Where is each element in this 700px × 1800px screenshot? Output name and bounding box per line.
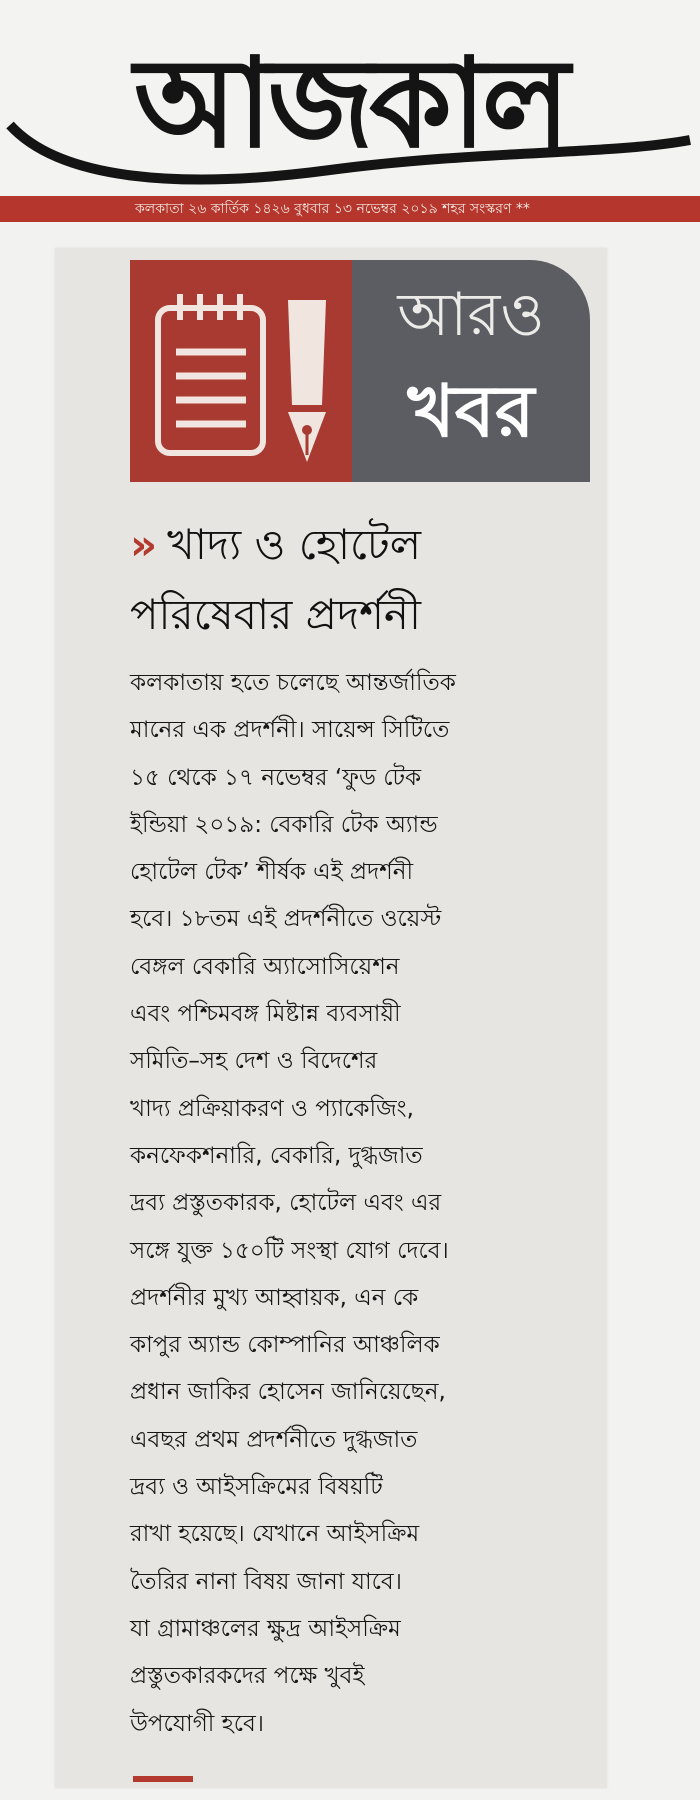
section-logo-line1: আরও [397,280,545,350]
section-logo-red-panel [130,260,352,482]
newspaper-logo: আজকাল [134,29,566,176]
headline-line-1-text: খাদ্য ও হোটেল [167,520,422,569]
body-line: প্রদর্শনীর মুখ্য আহ্বায়ক, এন কে [130,1284,419,1311]
section-logo [130,260,590,482]
newspaper-masthead [0,0,700,200]
article-body [130,660,600,1748]
body-line: দ্রব্য প্রস্তুতকারক, হোটেল এবং এর [130,1190,442,1217]
body-line: তৈরির নানা বিষয় জানা যাবে। [130,1568,402,1595]
body-line: কলকাতায় হতে চলেছে আন্তর্জাতিক [130,670,456,696]
body-line: উপযোগী হবে। [130,1710,265,1737]
body-line: খাদ্য প্রক্রিয়াকরণ ও প্যাকেজিং, [130,1095,414,1122]
body-line: প্রধান জাকির হোসেন জানিয়েছেন, [130,1379,446,1406]
body-line: ইন্ডিয়া ২০১৯: বেকারি টেক অ্যান্ড [130,811,438,838]
headline-line-1 [130,510,600,580]
dateline-bar [0,196,700,222]
body-line: সমিতি–সহ দেশ ও বিদেশের [130,1048,378,1075]
section-logo-line2: খবর [407,369,535,453]
body-line: হোটেল টেক’ শীর্ষক এই প্রদর্শনী [130,859,414,886]
body-line: প্রস্তুতকারকদের পক্ষে খুবই [130,1663,365,1690]
headline-line-2: পরিষেবার প্রদর্শনী [130,590,422,639]
body-line: কনফেকশনারি, বেকারি, দুগ্ধজাত [130,1142,423,1169]
body-line: কাপুর অ্যান্ড কোম্পানির আঞ্চলিক [130,1332,440,1359]
body-line: এবছর প্রথম প্রদর্শনীতে দুগ্ধজাত [130,1426,418,1453]
body-line: যা গ্রামাঞ্চলের ক্ষুদ্র আইসক্রিম [130,1615,401,1642]
body-line: দ্রব্য ও আইসক্রিমের বিষয়টি [130,1474,383,1501]
body-line: সঙ্গে যুক্ত ১৫০টি সংস্থা যোগ দেবে। [130,1237,449,1264]
body-line: মানের এক প্রদর্শনী। সায়েন্স সিটিতে [130,717,450,744]
body-line: বেঙ্গল বেকারি অ্যাসোসিয়েশন [130,953,400,980]
body-line: ১৫ থেকে ১৭ নভেম্বর ‘ফুড টেক [130,764,422,791]
dateline: কলকাতা ২৬ কার্তিক ১৪২৬ বুধবার ১৩ নভেম্বর ২০১৯ শহর সংস্করণ ** [135,201,530,217]
body-line: হবে। ১৮তম এই প্রদর্শনীতে ওয়েস্ট [130,906,442,933]
news-clipping [55,248,607,1788]
article-headline [130,510,600,650]
bottom-accent-mark [133,1776,193,1782]
body-line: রাখা হয়েছে। যেখানে আইসক্রিম [130,1521,420,1548]
double-chevron-icon: » [130,520,158,569]
notepad-pen-exclamation-icon [148,290,338,465]
body-line: এবং পশ্চিমবঙ্গ মিষ্টান্ন ব্যবসায়ী [130,1001,401,1028]
